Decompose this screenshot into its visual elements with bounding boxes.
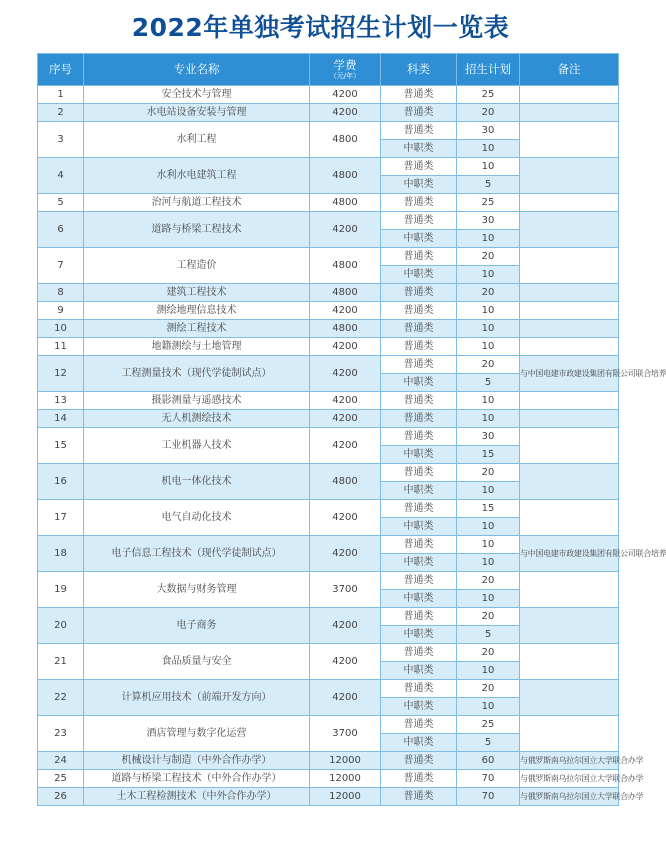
table-row: [38, 644, 619, 662]
row-index: 12: [38, 356, 84, 392]
row-major: 道路与桥梁工程技术（中外合作办学）: [84, 770, 310, 788]
row-index: 5: [38, 194, 84, 212]
row-category: 中职类: [381, 626, 457, 644]
row-index: 21: [38, 644, 84, 680]
header-major: 专业名称: [84, 54, 310, 86]
row-major: 机械设计与制造（中外合作办学）: [84, 752, 310, 770]
row-category: 普通类: [381, 392, 457, 410]
row-note: [520, 104, 619, 122]
row-quota: 5: [457, 374, 520, 392]
header-fee: [310, 54, 381, 86]
table-row: [38, 428, 619, 446]
row-fee: 4200: [310, 356, 381, 392]
table-row: [38, 86, 619, 104]
row-major: 水利水电建筑工程: [84, 158, 310, 194]
row-category: 中职类: [381, 176, 457, 194]
row-major: 电子商务: [84, 608, 310, 644]
row-quota: 10: [457, 392, 520, 410]
row-fee: 4200: [310, 428, 381, 464]
row-fee: 4800: [310, 464, 381, 500]
row-note: [520, 338, 619, 356]
row-note: 与俄罗斯南乌拉尔国立大学联合办学: [520, 770, 619, 788]
row-quota: 20: [457, 680, 520, 698]
row-category: 普通类: [381, 212, 457, 230]
row-note: 与俄罗斯南乌拉尔国立大学联合办学: [520, 788, 619, 806]
row-major: 道路与桥梁工程技术: [84, 212, 310, 248]
row-category: 普通类: [381, 338, 457, 356]
row-note: [520, 680, 619, 716]
table-header-row: [38, 54, 619, 86]
row-major: 测绘工程技术: [84, 320, 310, 338]
row-category: 中职类: [381, 446, 457, 464]
row-quota: 10: [457, 590, 520, 608]
row-index: 25: [38, 770, 84, 788]
row-index: 19: [38, 572, 84, 608]
row-quota: 10: [457, 518, 520, 536]
table-row: [38, 194, 619, 212]
row-fee: 4200: [310, 302, 381, 320]
row-quota: 10: [457, 302, 520, 320]
row-major: 水电站设备安装与管理: [84, 104, 310, 122]
row-note: [520, 464, 619, 500]
row-fee: 4200: [310, 410, 381, 428]
row-fee: 3700: [310, 716, 381, 752]
row-major: 计算机应用技术（前端开发方向）: [84, 680, 310, 716]
row-fee: 4200: [310, 86, 381, 104]
row-category: 普通类: [381, 320, 457, 338]
header-quota: 招生计划: [457, 54, 520, 86]
row-index: 4: [38, 158, 84, 194]
row-fee: 4200: [310, 392, 381, 410]
row-quota: 30: [457, 212, 520, 230]
row-note: [520, 158, 619, 194]
row-quota: 5: [457, 734, 520, 752]
table-row: [38, 338, 619, 356]
row-category: 中职类: [381, 662, 457, 680]
row-note: [520, 302, 619, 320]
row-major: 电气自动化技术: [84, 500, 310, 536]
row-quota: 10: [457, 536, 520, 554]
row-note: [520, 428, 619, 464]
row-note: [520, 194, 619, 212]
row-index: 11: [38, 338, 84, 356]
row-quota: 20: [457, 644, 520, 662]
row-note: [520, 392, 619, 410]
row-fee: 4200: [310, 536, 381, 572]
row-category: 普通类: [381, 122, 457, 140]
row-major: 安全技术与管理: [84, 86, 310, 104]
row-category: 普通类: [381, 158, 457, 176]
row-fee: 4200: [310, 644, 381, 680]
row-note: [520, 572, 619, 608]
row-category: 普通类: [381, 86, 457, 104]
row-index: 2: [38, 104, 84, 122]
row-category: 普通类: [381, 194, 457, 212]
table-row: [38, 680, 619, 698]
row-quota: 10: [457, 698, 520, 716]
row-category: 普通类: [381, 302, 457, 320]
table-row: [38, 788, 619, 806]
row-category: 普通类: [381, 572, 457, 590]
row-note: [520, 248, 619, 284]
row-note: [520, 410, 619, 428]
table-row: [38, 464, 619, 482]
row-quota: 30: [457, 122, 520, 140]
row-index: 15: [38, 428, 84, 464]
table-row: [38, 410, 619, 428]
row-fee: 4200: [310, 500, 381, 536]
enrollment-plan-table: [37, 53, 666, 806]
table-row: [38, 212, 619, 230]
row-quota: 10: [457, 410, 520, 428]
row-category: 普通类: [381, 356, 457, 374]
row-note: [520, 122, 619, 158]
row-quota: 15: [457, 446, 520, 464]
row-fee: 12000: [310, 752, 381, 770]
row-quota: 70: [457, 788, 520, 806]
table-row: [38, 356, 619, 374]
row-index: 6: [38, 212, 84, 248]
row-major: 机电一体化技术: [84, 464, 310, 500]
row-category: 中职类: [381, 734, 457, 752]
row-major: 工程测量技术（现代学徒制试点）: [84, 356, 310, 392]
row-quota: 30: [457, 428, 520, 446]
row-category: 中职类: [381, 590, 457, 608]
row-major: 工业机器人技术: [84, 428, 310, 464]
row-quota: 20: [457, 572, 520, 590]
row-category: 中职类: [381, 230, 457, 248]
row-category: 普通类: [381, 500, 457, 518]
row-major: 食品质量与安全: [84, 644, 310, 680]
row-fee: 4200: [310, 338, 381, 356]
row-index: 3: [38, 122, 84, 158]
row-category: 普通类: [381, 752, 457, 770]
row-fee: 4800: [310, 194, 381, 212]
row-category: 普通类: [381, 464, 457, 482]
row-category: 普通类: [381, 770, 457, 788]
table-row: [38, 716, 619, 734]
row-note: 与中国电建市政建设集团有限公司联合培养: [520, 536, 619, 572]
row-category: 普通类: [381, 104, 457, 122]
row-index: 17: [38, 500, 84, 536]
header-fee-label: 学费: [333, 58, 357, 72]
table-row: [38, 158, 619, 176]
row-major: 建筑工程技术: [84, 284, 310, 302]
row-quota: 10: [457, 140, 520, 158]
row-category: 中职类: [381, 374, 457, 392]
row-fee: 3700: [310, 572, 381, 608]
row-quota: 10: [457, 158, 520, 176]
row-quota: 10: [457, 554, 520, 572]
row-major: 土木工程检测技术（中外合作办学）: [84, 788, 310, 806]
row-category: 普通类: [381, 680, 457, 698]
row-note: 与中国电建市政建设集团有限公司联合培养: [520, 356, 619, 392]
row-index: 1: [38, 86, 84, 104]
row-quota: 5: [457, 176, 520, 194]
row-quota: 20: [457, 464, 520, 482]
header-category: 科类: [381, 54, 457, 86]
table-row: [38, 320, 619, 338]
row-quota: 10: [457, 338, 520, 356]
row-index: 26: [38, 788, 84, 806]
row-quota: 10: [457, 320, 520, 338]
row-quota: 15: [457, 500, 520, 518]
table-row: [38, 536, 619, 554]
row-category: 普通类: [381, 716, 457, 734]
row-category: 普通类: [381, 788, 457, 806]
row-quota: 25: [457, 716, 520, 734]
row-major: 治河与航道工程技术: [84, 194, 310, 212]
row-category: 普通类: [381, 644, 457, 662]
table-row: [38, 752, 619, 770]
row-quota: 10: [457, 482, 520, 500]
row-category: 普通类: [381, 608, 457, 626]
table-row: [38, 770, 619, 788]
row-index: 7: [38, 248, 84, 284]
row-quota: 20: [457, 248, 520, 266]
row-quota: 5: [457, 626, 520, 644]
table-row: [38, 608, 619, 626]
row-index: 13: [38, 392, 84, 410]
row-fee: 4200: [310, 212, 381, 248]
row-quota: 20: [457, 104, 520, 122]
table-row: [38, 302, 619, 320]
header-note: 备注: [520, 54, 619, 86]
row-major: 地籍测绘与土地管理: [84, 338, 310, 356]
row-note: [520, 320, 619, 338]
row-fee: 12000: [310, 770, 381, 788]
row-note: [520, 644, 619, 680]
row-major: 工程造价: [84, 248, 310, 284]
row-category: 普通类: [381, 428, 457, 446]
row-fee: 4800: [310, 248, 381, 284]
row-index: 24: [38, 752, 84, 770]
row-fee: 4800: [310, 284, 381, 302]
table-row: [38, 122, 619, 140]
row-index: 22: [38, 680, 84, 716]
row-note: [520, 716, 619, 752]
table-row: [38, 392, 619, 410]
row-note: [520, 212, 619, 248]
row-category: 普通类: [381, 248, 457, 266]
row-index: 8: [38, 284, 84, 302]
table-row: [38, 500, 619, 518]
row-fee: 4200: [310, 104, 381, 122]
row-category: 普通类: [381, 536, 457, 554]
row-fee: 4800: [310, 158, 381, 194]
row-quota: 20: [457, 356, 520, 374]
row-note: [520, 284, 619, 302]
row-quota: 10: [457, 662, 520, 680]
table-row: [38, 248, 619, 266]
table-row: [38, 284, 619, 302]
row-quota: 20: [457, 284, 520, 302]
table-row: [38, 572, 619, 590]
table-body: [38, 86, 666, 806]
row-note: [520, 500, 619, 536]
page-title: 2022年单独考试招生计划一览表: [131, 13, 510, 42]
row-fee: 4800: [310, 122, 381, 158]
row-note: 与俄罗斯南乌拉尔国立大学联合办学: [520, 752, 619, 770]
row-index: 16: [38, 464, 84, 500]
row-fee: 12000: [310, 788, 381, 806]
row-index: 18: [38, 536, 84, 572]
header-fee-unit: （元/年）: [329, 72, 361, 80]
row-major: 无人机测绘技术: [84, 410, 310, 428]
row-index: 9: [38, 302, 84, 320]
row-quota: 25: [457, 86, 520, 104]
row-category: 普通类: [381, 284, 457, 302]
row-fee: 4200: [310, 680, 381, 716]
row-category: 中职类: [381, 698, 457, 716]
row-index: 23: [38, 716, 84, 752]
row-quota: 10: [457, 230, 520, 248]
row-note: [520, 86, 619, 104]
row-quota: 20: [457, 608, 520, 626]
row-quota: 60: [457, 752, 520, 770]
row-category: 中职类: [381, 266, 457, 284]
row-major: 大数据与财务管理: [84, 572, 310, 608]
row-quota: 25: [457, 194, 520, 212]
row-major: 电子信息工程技术（现代学徒制试点）: [84, 536, 310, 572]
row-fee: 4200: [310, 608, 381, 644]
row-index: 20: [38, 608, 84, 644]
row-quota: 10: [457, 266, 520, 284]
row-category: 中职类: [381, 554, 457, 572]
header-index: 序号: [38, 54, 84, 86]
row-index: 14: [38, 410, 84, 428]
row-category: 中职类: [381, 518, 457, 536]
table-row: [38, 104, 619, 122]
row-major: 摄影测量与遥感技术: [84, 392, 310, 410]
row-major: 测绘地理信息技术: [84, 302, 310, 320]
row-category: 中职类: [381, 140, 457, 158]
row-major: 酒店管理与数字化运营: [84, 716, 310, 752]
row-fee: 4800: [310, 320, 381, 338]
row-note: [520, 608, 619, 644]
row-index: 10: [38, 320, 84, 338]
row-quota: 70: [457, 770, 520, 788]
row-category: 普通类: [381, 410, 457, 428]
row-category: 中职类: [381, 482, 457, 500]
row-major: 水利工程: [84, 122, 310, 158]
